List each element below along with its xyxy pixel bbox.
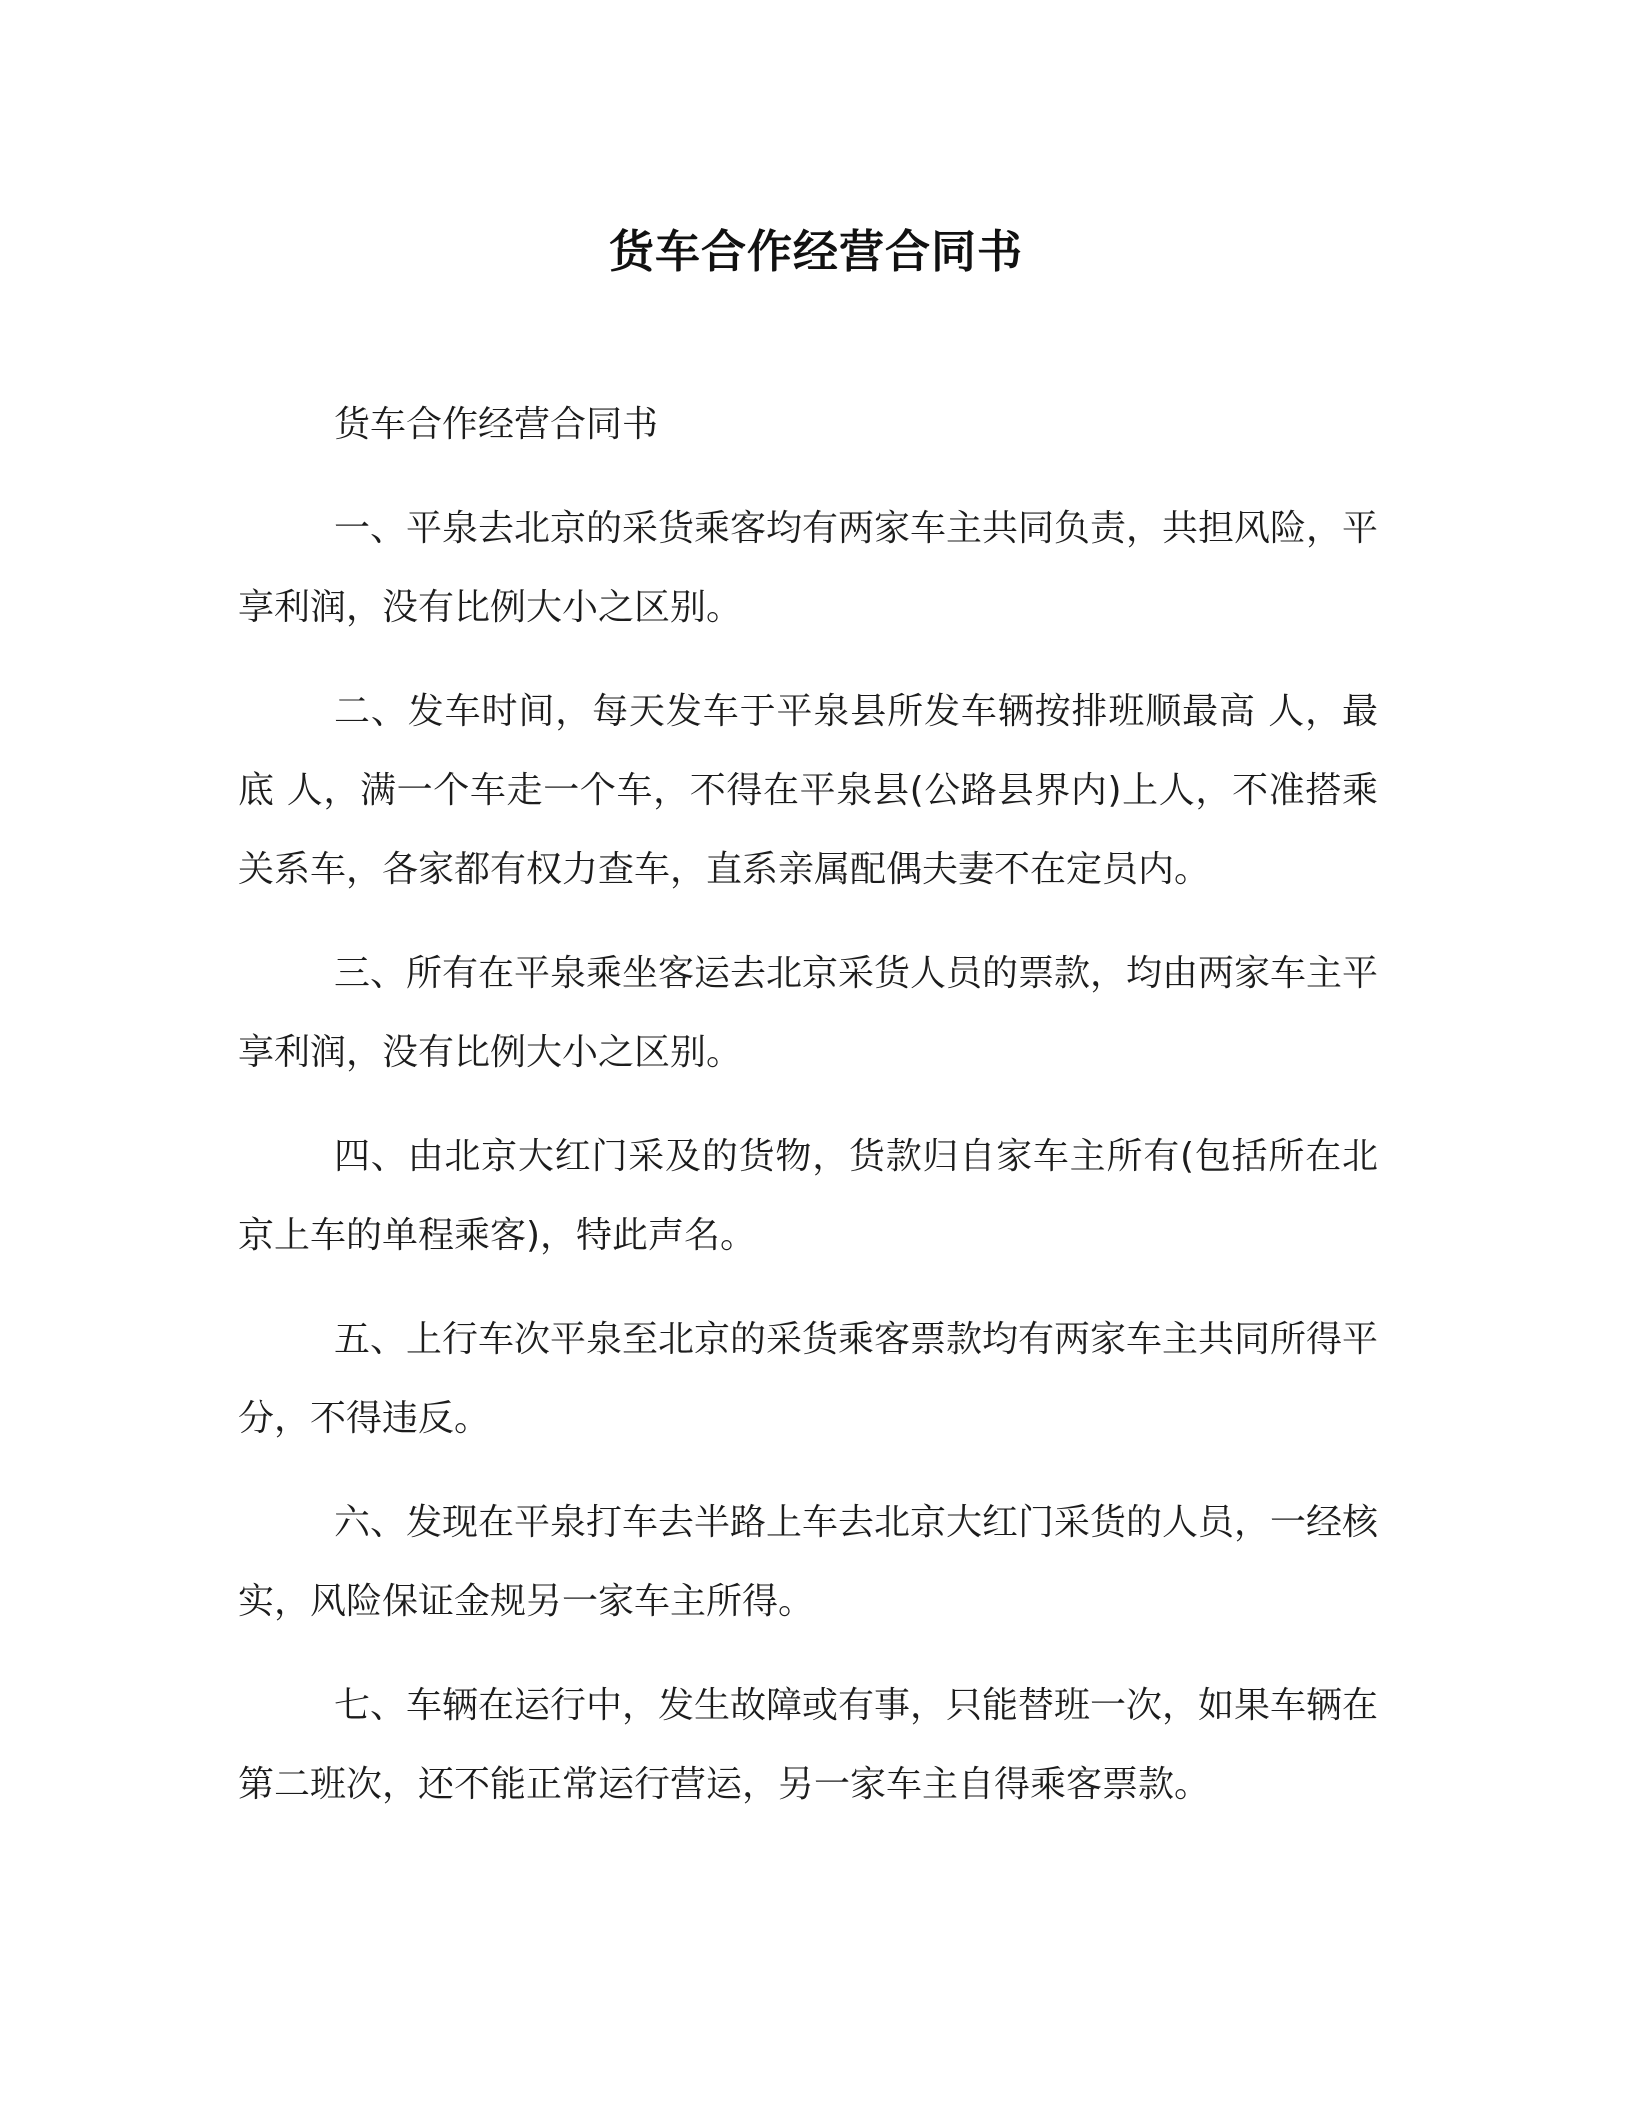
clause-3: 三、所有在平泉乘坐客运去北京采货人员的票款，均由两家车主平享利润，没有比例大小之区别。 <box>238 953 1379 1073</box>
clause-1: 一、平泉去北京的采货乘客均有两家车主共同负责，共担风险，平享利润，没有比例大小之区别。 <box>238 508 1379 628</box>
document-body <box>238 385 1378 1849</box>
document-subtitle: 货车合作经营合同书 <box>334 404 659 445</box>
clause-6: 六、发现在平泉打车去半路上车去北京大红门采货的人员，一经核实，风险保证金规另一家车主所得。 <box>238 1502 1379 1622</box>
clause-2: 二、发车时间，每天发车于平泉县所发车辆按排班顺最高 人，最底 人，满一个车走一个车，不得在平泉县(公路县界内)上人，不准搭乘关系车，各家都有权力查车，直系亲属配偶夫妻不在定员内。 <box>238 691 1378 890</box>
document-title: 货车合作经营合同书 <box>608 225 1023 278</box>
clause-4: 四、由北京大红门采及的货物，货款归自家车主所有(包括所在北京上车的单程乘客)，特此声名。 <box>238 1136 1378 1256</box>
clause-7: 七、车辆在运行中，发生故障或有事，只能替班一次，如果车辆在第二班次，还不能正常运行营运，另一家车主自得乘客票款。 <box>238 1685 1379 1805</box>
clause-5: 五、上行车次平泉至北京的采货乘客票款均有两家车主共同所得平分，不得违反。 <box>238 1319 1379 1439</box>
